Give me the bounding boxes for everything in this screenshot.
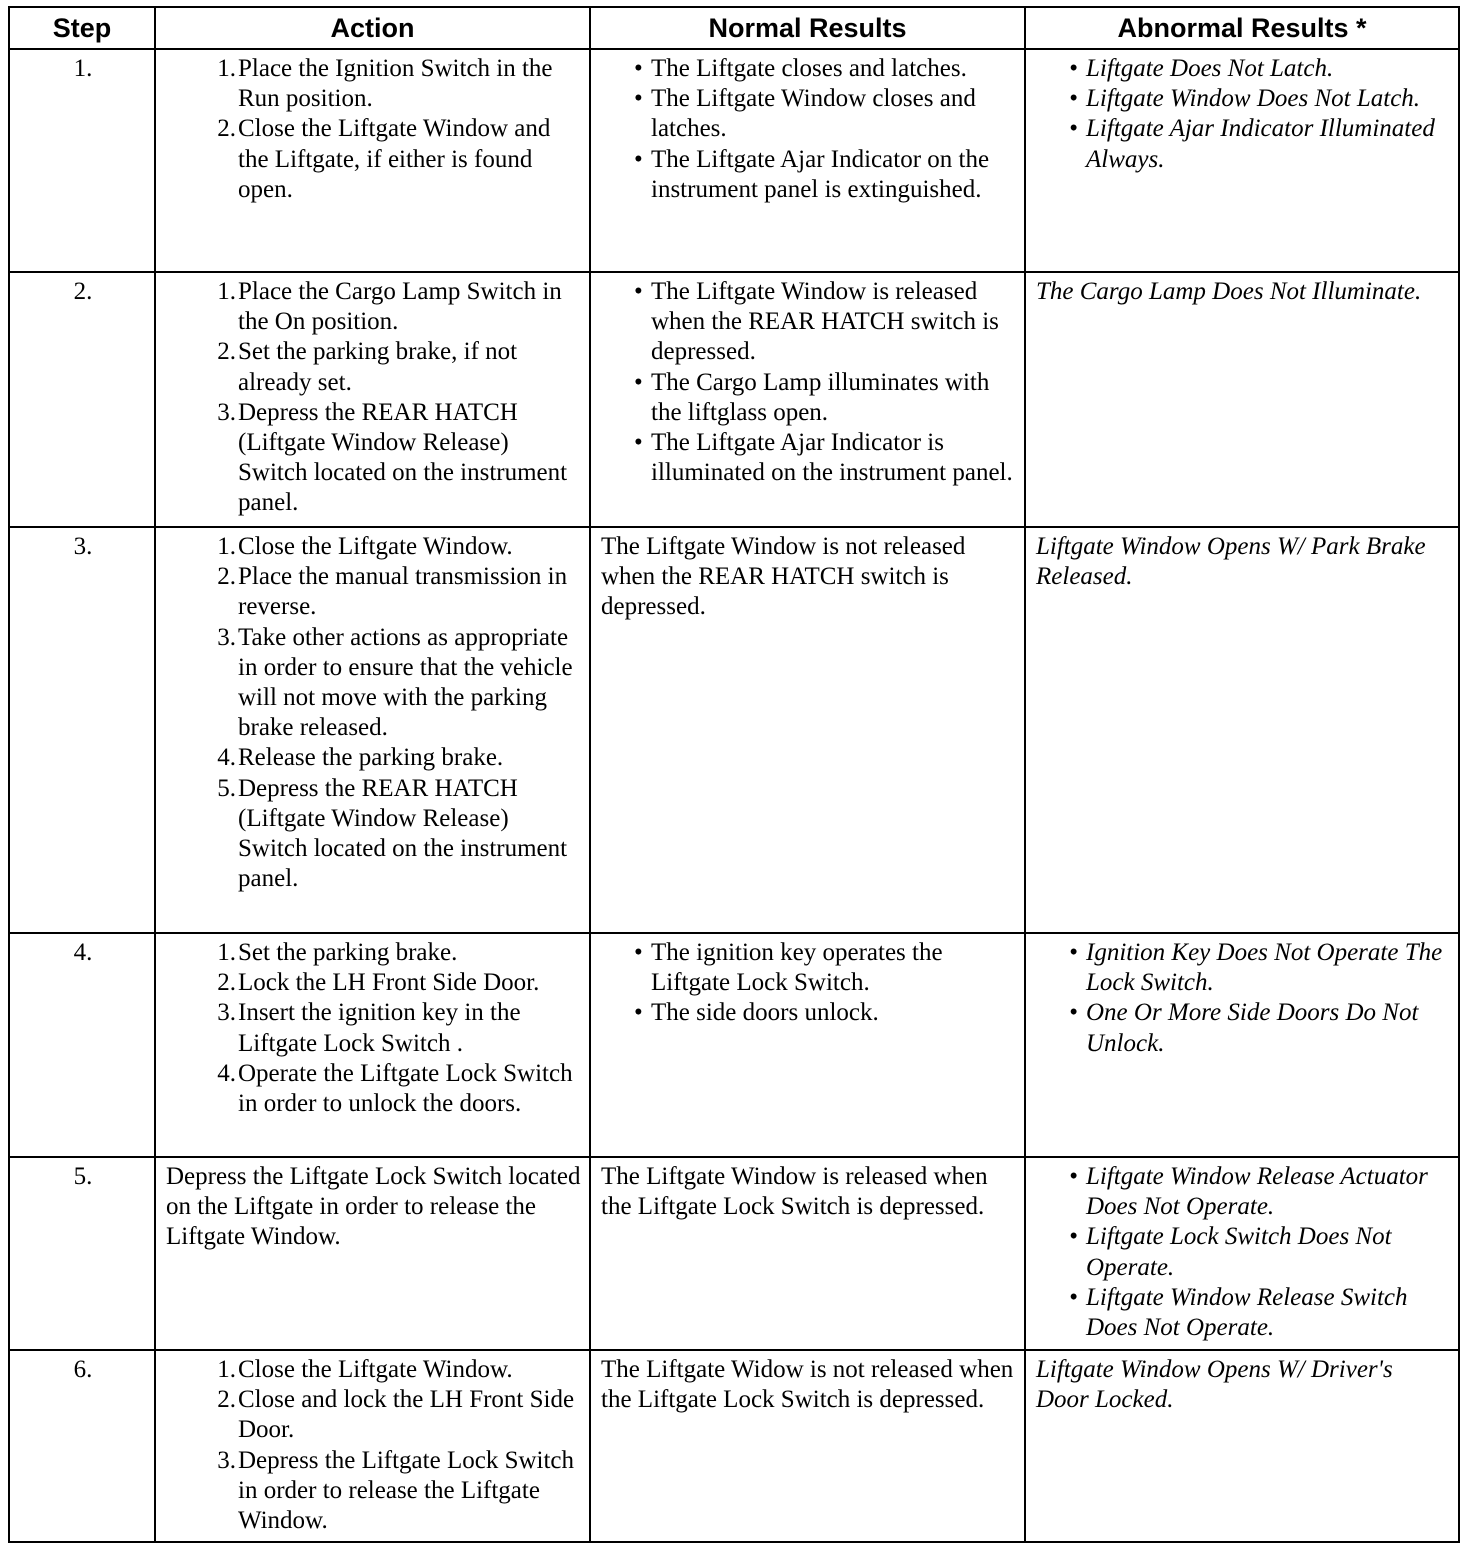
list-item: 4. Release the parking brake. [217, 744, 504, 772]
step-number: 4. [9, 933, 155, 1157]
header-step: Step [9, 7, 155, 49]
abnormal-results-cell [1025, 49, 1459, 272]
list-item: • The Liftgate Window is released when the REAR HATCH switch is depressed. [634, 278, 999, 366]
table-row [9, 49, 1459, 272]
action-steps-list [166, 277, 581, 519]
list-item: • The Liftgate closes and latches. [634, 55, 967, 82]
list-item: • The ignition key operates the Liftgate Lock Switch. [634, 939, 943, 997]
abnormal-results-list [1036, 938, 1450, 1059]
table-row [9, 527, 1459, 933]
normal-results-list [601, 54, 1016, 205]
action-cell [155, 49, 590, 272]
list-item: • The Liftgate Ajar Indicator on the instrument panel is extinguished. [634, 145, 990, 203]
list-item: • The Liftgate Window closes and latches. [634, 85, 976, 143]
step-number: 1. [9, 49, 155, 272]
table-row [9, 933, 1459, 1157]
action-steps-list [166, 938, 581, 1119]
abnormal-results-list [1036, 54, 1450, 175]
table-row [9, 1157, 1459, 1350]
abnormal-results-cell: Liftgate Window Opens W/ Driver's Door Locked. [1025, 1350, 1459, 1542]
list-item: 2. Close and lock the LH Front Side Door. [217, 1386, 575, 1444]
list-item: 1. Close the Liftgate Window. [217, 533, 513, 560]
action-cell [155, 272, 590, 527]
action-cell: Depress the Liftgate Lock Switch located on the Liftgate in order to release the Liftgate Window. [155, 1157, 590, 1350]
list-item: 3. Depress the Liftgate Lock Switch in order to release the Liftgate Window. [217, 1446, 575, 1535]
header-row [9, 7, 1459, 49]
list-item: • The Cargo Lamp illuminates with the liftglass open. [634, 368, 990, 426]
normal-results-list [601, 277, 1016, 488]
list-item: 1. Close the Liftgate Window. [217, 1356, 513, 1383]
list-item: • Liftgate Ajar Indicator Illuminated Always. [1069, 115, 1435, 173]
action-steps-list [166, 1355, 581, 1536]
list-item: 1. Set the parking brake. [217, 939, 458, 966]
header-abnormal-results: Abnormal Results * [1025, 7, 1459, 49]
list-item: 4. Operate the Liftgate Lock Switch in order to unlock the doors. [217, 1059, 573, 1118]
diagnostic-table [8, 6, 1460, 1543]
list-item: • Liftgate Window Release Actuator Does Not Operate. [1069, 1163, 1428, 1221]
step-number: 6. [9, 1350, 155, 1542]
abnormal-results-cell [1025, 933, 1459, 1157]
list-item: • The Liftgate Ajar Indicator is illuminated on the instrument panel. [634, 429, 1013, 487]
list-item: • One Or More Side Doors Do Not Unlock. [1069, 999, 1419, 1057]
list-item: • Liftgate Does Not Latch. [1069, 55, 1334, 82]
action-cell [155, 527, 590, 933]
abnormal-results-cell [1025, 1157, 1459, 1350]
header-action: Action [155, 7, 590, 49]
abnormal-results-cell: The Cargo Lamp Does Not Illuminate. [1025, 272, 1459, 527]
normal-results-cell: The Liftgate Window is released when the Liftgate Lock Switch is depressed. [590, 1157, 1025, 1350]
normal-results-cell [590, 272, 1025, 527]
list-item: • Ignition Key Does Not Operate The Lock Switch. [1069, 939, 1443, 997]
list-item: • Liftgate Window Release Switch Does Not Operate. [1069, 1283, 1408, 1342]
list-item: • The side doors unlock. [634, 999, 879, 1027]
abnormal-results-list [1036, 1162, 1450, 1343]
step-number: 5. [9, 1157, 155, 1350]
list-item: 1. Place the Cargo Lamp Switch in the On position. [217, 278, 562, 336]
list-item: 2. Close the Liftgate Window and the Liftgate, if either is found open. [217, 115, 551, 203]
step-number: 3. [9, 527, 155, 933]
normal-results-cell [590, 933, 1025, 1157]
normal-results-cell: The Liftgate Widow is not released when the Liftgate Lock Switch is depressed. [590, 1350, 1025, 1542]
list-item: 2. Set the parking brake, if not already set. [217, 338, 518, 396]
action-steps-list [166, 54, 581, 205]
normal-results-cell [590, 49, 1025, 272]
list-item: • Liftgate Lock Switch Does Not Operate. [1069, 1223, 1392, 1281]
step-number: 2. [9, 272, 155, 527]
list-item: • Liftgate Window Does Not Latch. [1069, 85, 1421, 113]
table-row [9, 272, 1459, 527]
list-item: 3. Take other actions as appropriate in order to ensure that the vehicle will not move with the parking brake released. [217, 623, 573, 742]
action-steps-list [166, 532, 581, 894]
list-item: 3. Insert the ignition key in the Liftgate Lock Switch . [217, 999, 521, 1057]
table-row [9, 1350, 1459, 1542]
list-item: 5. Depress the REAR HATCH (Liftgate Window Release) Switch located on the instrument panel. [217, 774, 568, 893]
action-cell [155, 933, 590, 1157]
normal-results-cell: The Liftgate Window is not released when the REAR HATCH switch is depressed. [590, 527, 1025, 933]
list-item: 2. Lock the LH Front Side Door. [217, 969, 540, 997]
list-item: 3. Depress the REAR HATCH (Liftgate Window Release) Switch located on the instrument panel. [217, 398, 568, 517]
action-cell [155, 1350, 590, 1542]
header-normal-results: Normal Results [590, 7, 1025, 49]
list-item: 2. Place the manual transmission in reverse. [217, 563, 568, 621]
list-item: 1. Place the Ignition Switch in the Run position. [217, 55, 553, 113]
abnormal-results-cell: Liftgate Window Opens W/ Park Brake Released. [1025, 527, 1459, 933]
normal-results-list [601, 938, 1016, 1029]
